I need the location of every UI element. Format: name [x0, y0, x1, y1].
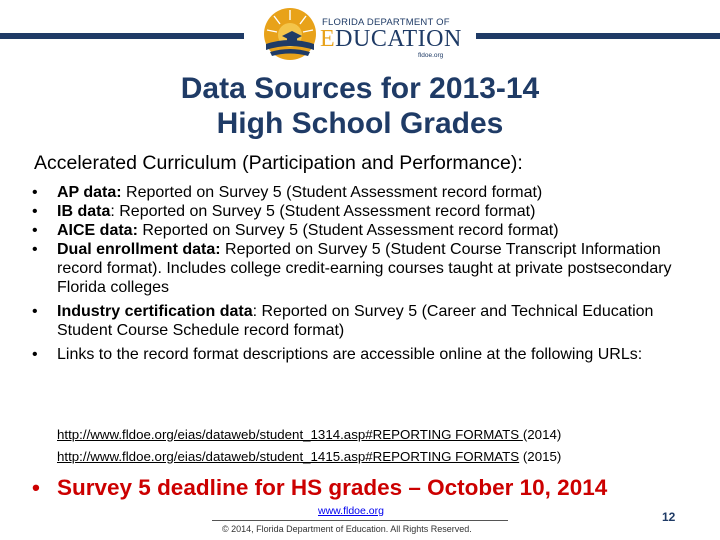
bullet-text: Reported on Survey 5 (Student Assessment record format) — [121, 184, 543, 201]
header-bar-right — [476, 33, 720, 39]
url-row-2014 — [57, 424, 561, 446]
logo-wordmark-rest: DUCATION — [335, 26, 462, 52]
bullet-term: AICE data: — [57, 222, 138, 239]
url-row-2015 — [57, 446, 561, 468]
page-number: 12 — [662, 510, 676, 524]
sun-emblem-icon — [262, 6, 318, 62]
deadline-callout — [32, 474, 607, 501]
deadline-text: Survey 5 deadline for HS grades – October 10, 2014 — [57, 475, 608, 500]
bullet-term: IB data — [57, 203, 111, 220]
url-link-2014[interactable]: http://www.fldoe.org/eias/dataweb/student_1314.asp#REPORTING FORMATS — [57, 427, 523, 442]
bullet-text: : Reported on Survey 5 (Career and Technical Education Student Course Schedule record format) — [57, 303, 654, 339]
bullet-term: Dual enrollment data: — [57, 241, 221, 258]
slide-title-line2: High School Grades — [216, 107, 504, 140]
bullet-text: : Reported on Survey 5 (Student Assessment record format) — [110, 203, 536, 220]
bullet-text: Reported on Survey 5 (Student Course Transcript Information record format). Includes college credit-earning courses taught at private postsecondary Florida colleges — [57, 241, 672, 296]
bullet-industry-certification — [32, 302, 692, 340]
bullet-dual-enrollment — [32, 240, 692, 297]
bullet-ib — [32, 202, 692, 221]
bullet-aice — [32, 221, 692, 240]
logo-url: fldoe.org — [418, 52, 444, 59]
bullet-list — [32, 183, 692, 364]
bullet-term: Industry certification data — [57, 303, 253, 320]
bullet-term: AP data: — [57, 184, 122, 201]
bullet-text: Links to the record format descriptions are accessible online at the following URLs: — [57, 346, 643, 363]
footer-link[interactable]: www.fldoe.org — [318, 505, 384, 517]
slide-title-line1: Data Sources for 2013-14 — [180, 72, 540, 105]
url-link-2015[interactable]: http://www.fldoe.org/eias/dataweb/student_1415.asp#REPORTING FORMATS — [57, 449, 520, 464]
logo-line1: FLORIDA DEPARTMENT OF — [322, 17, 450, 28]
logo-wordmark-first: E — [320, 26, 336, 52]
deadline-bullet: • — [32, 475, 40, 500]
footer-copyright: © 2014, Florida Department of Education. All Rights Reserved. — [222, 524, 472, 534]
bullet-ap — [32, 183, 692, 202]
url-suffix-2015: (2015) — [519, 449, 562, 464]
section-intro: Accelerated Curriculum (Participation and Performance): — [34, 152, 523, 174]
url-list — [57, 424, 561, 468]
logo-wordmark — [320, 26, 462, 53]
slide-title — [0, 71, 720, 141]
footer-divider — [212, 520, 508, 521]
header-bar-left — [0, 33, 244, 39]
bullet-text: Reported on Survey 5 (Student Assessment record format) — [137, 222, 559, 239]
bullet-links — [32, 345, 692, 364]
fldoe-logo — [262, 6, 462, 62]
url-suffix-2014: (2014) — [522, 427, 562, 442]
